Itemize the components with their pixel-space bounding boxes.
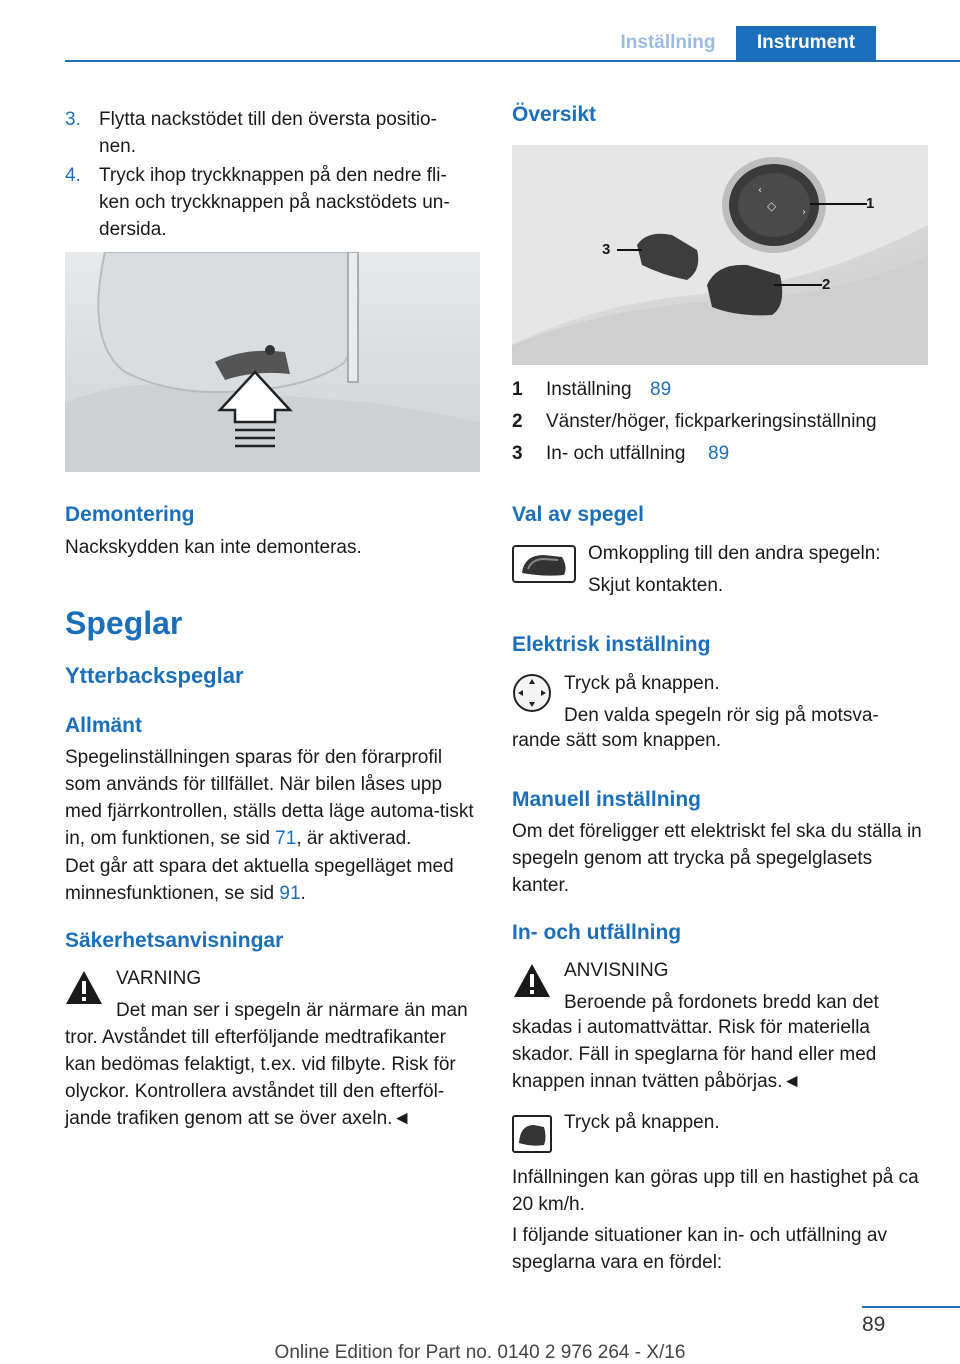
- infall-heading: In- och utfällning: [512, 921, 682, 944]
- svg-text:◇: ◇: [767, 199, 777, 213]
- notice-label: ANVISNING: [564, 960, 669, 981]
- allmant-paragraph-2: Det går att spara det aktuella spegelläget med minnesfunktionen, se sid 91.: [65, 856, 454, 904]
- notice-text-1: Beroende på fordonets bredd kan det: [564, 992, 879, 1013]
- legend-item-1: 1 Inställning 89: [512, 376, 932, 404]
- page-link-91[interactable]: 91: [279, 883, 301, 904]
- legend-item-2: 2 Vänster/höger, fickparkeringsinställning: [512, 411, 877, 432]
- legend-link-89-b[interactable]: 89: [708, 443, 730, 464]
- demontering-heading: Demontering: [65, 503, 195, 526]
- mirror-controls-illustration: [512, 145, 928, 365]
- speed-text: Infällningen kan göras upp till en hastighet på ca 20 km/h.: [512, 1167, 919, 1215]
- page-number: 89: [862, 1313, 886, 1336]
- step-3: 3. Flytta nackstödet till den översta positio- nen.: [65, 109, 437, 157]
- legend-link-89-a[interactable]: 89: [650, 379, 672, 400]
- situations-text: I följande situationer kan in- och utfällning av speglarna vara en fördel:: [512, 1225, 887, 1273]
- legend-item-3: 3 In- och utfällning 89: [512, 440, 932, 468]
- header-rule: [65, 60, 960, 62]
- mirror-switch-icon: [512, 545, 576, 583]
- warning-label: VARNING: [116, 968, 202, 989]
- allmant-paragraph-1: Spegelinställningen sparas för den förarprofil som används för tillfället. När bilen låses upp med fjärrkontrollen, ställs detta läge automa-tiskt in, om funktionen, se sid 71, är aktiverad.: [65, 747, 474, 849]
- callout-2: 2: [822, 276, 831, 293]
- svg-text:‹: ‹: [758, 185, 762, 196]
- elektrisk-heading: Elektrisk inställning: [512, 633, 711, 656]
- elektrisk-text-1: Tryck på knappen.: [564, 673, 720, 694]
- svg-text:›: ›: [802, 207, 806, 218]
- val-heading: Val av spegel: [512, 503, 644, 526]
- callout-1: 1: [866, 195, 875, 212]
- allmant-heading: Allmänt: [65, 714, 143, 737]
- elektrisk-text-3: rande sätt som knappen.: [512, 730, 722, 751]
- press-text: Tryck på knappen.: [564, 1112, 720, 1133]
- step-4: 4. Tryck ihop tryckknappen på den nedre fli- ken och tryckknappen på nackstödets un- dersida.: [65, 165, 450, 240]
- demontering-text: Nackskydden kan inte demonteras.: [65, 537, 362, 558]
- callout-3: 3: [602, 241, 611, 258]
- safety-heading: Säkerhetsanvisningar: [65, 929, 284, 952]
- subsection-title: Ytterbackspeglar: [65, 663, 244, 688]
- overview-heading: Översikt: [512, 103, 597, 126]
- manuell-heading: Manuell inställning: [512, 788, 702, 811]
- direction-pad-icon: [512, 673, 552, 713]
- val-text-1: Omkoppling till den andra spegeln:: [588, 543, 881, 564]
- edition-text: Online Edition for Part no. 0140 2 976 264 - X/16: [274, 1342, 686, 1363]
- section-title: Speglar: [65, 605, 183, 641]
- elektrisk-text-2: Den valda spegeln rör sig på motsva-: [564, 705, 879, 726]
- headrest-illustration: [65, 252, 480, 472]
- val-text-2: Skjut kontakten.: [588, 575, 724, 596]
- header-tab-installning[interactable]: Inställning: [620, 32, 716, 53]
- fold-button-icon: [512, 1115, 552, 1153]
- notice-triangle-icon: [512, 961, 552, 1001]
- page-link-71[interactable]: 71: [275, 828, 297, 849]
- warning-text: Det man ser i spegeln är närmare än man tror. Avståndet till efterföljande medtrafikanter kan bedömas felaktigt, t.ex. vid filbyte. Risk för olyckor. Kontrollera avståndet till den efterföl-jande trafiken genom att se över axeln.◄: [65, 1000, 468, 1129]
- notice-text-2: skadas i automattvättar. Risk för materiella skador. Fäll in speglarna för hand eller med knappen innan tvätten påbörjas.◄: [512, 1017, 877, 1092]
- manuell-text: Om det föreligger ett elektriskt fel ska du ställa in spegeln genom att trycka på spegelglasets kanter.: [512, 821, 922, 896]
- header-tab-instrument[interactable]: Instrument: [736, 26, 876, 60]
- footer-rule: [862, 1306, 960, 1308]
